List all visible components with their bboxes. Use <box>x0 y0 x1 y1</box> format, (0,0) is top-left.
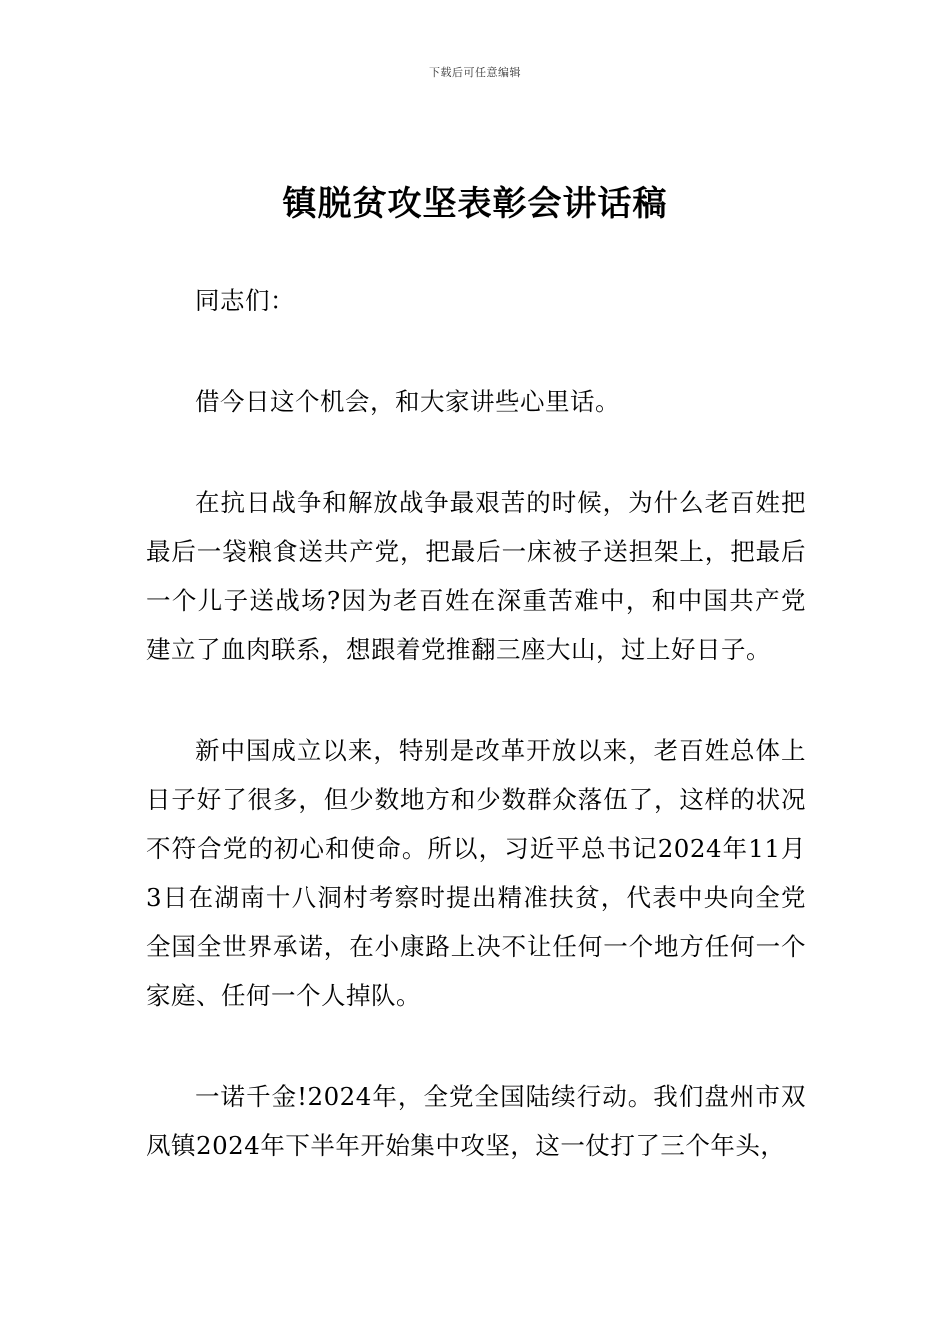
document-title: 镇脱贫攻坚表彰会讲话稿 <box>282 184 668 224</box>
document-body <box>146 276 806 1222</box>
paragraph-opening: 借今日这个机会，和大家讲些心里话。 <box>195 387 620 416</box>
paragraph-salutation: 同志们： <box>195 286 295 315</box>
paragraph-poverty-alleviation: 新中国成立以来，特别是改革开放以来，老百姓总体上日子好了很多，但少数地方和少数群众落伍了，这样的状况不符合党的初心和使命。所以，习近平总书记2024年11月3日在湖南十八洞村考察时提出精准扶贫，代表中央向全党全国全世界承诺，在小康路上决不让任何一个地方任何一个家庭、任何一个人掉队。 <box>146 736 806 1010</box>
header-note: 下载后可任意编辑 <box>429 66 521 79</box>
paragraph-action: 一诺千金!2024年，全党全国陆续行动。我们盘州市双凤镇2024年下半年开始集中攻坚，这一仗打了三个年头， <box>146 1082 806 1160</box>
paragraph-history: 在抗日战争和解放战争最艰苦的时候，为什么老百姓把最后一袋粮食送共产党，把最后一床被子送担架上，把最后一个儿子送战场?因为老百姓在深重苦难中，和中国共产党建立了血肉联系，想跟着党推翻三座大山，过上好日子。 <box>146 488 806 664</box>
